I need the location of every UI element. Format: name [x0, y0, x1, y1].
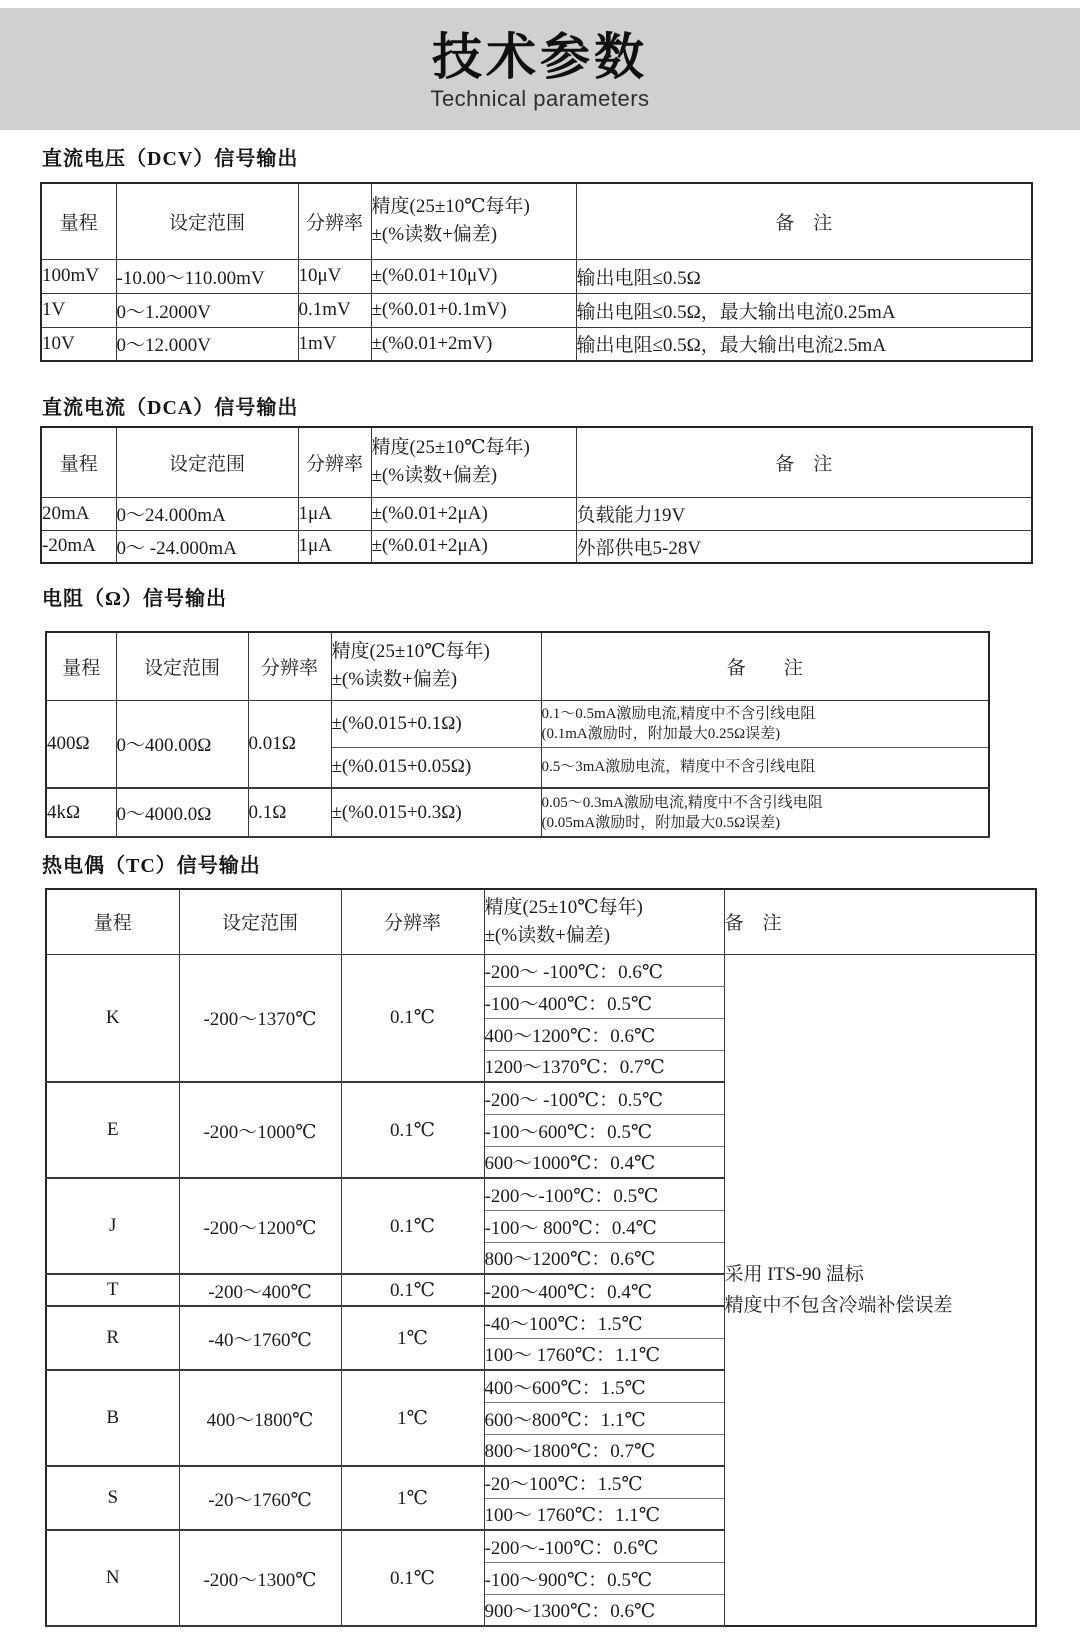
cell-resolution	[341, 1466, 484, 1530]
cell-text: 900～1300℃：0.6℃	[484, 1601, 656, 1623]
cell-range	[46, 1178, 179, 1274]
header-accuracy-line1: 精度(25±10℃每年)	[371, 437, 530, 459]
cell-resolution	[341, 1306, 484, 1370]
cell-note	[541, 700, 989, 747]
cell-text: 1℃	[397, 1327, 428, 1349]
cell-accuracy	[331, 747, 541, 788]
cell-text: -100～ 800℃：0.4℃	[484, 1217, 657, 1239]
header-resolution-label: 分辨率	[383, 913, 441, 935]
cell-text: 0.01Ω	[248, 732, 296, 754]
header-cell-note	[576, 183, 1032, 259]
cell-accuracy	[331, 700, 541, 747]
cell-text: 负载能力19V	[576, 505, 686, 526]
cell-note	[724, 954, 1036, 1626]
header-range-label: 量程	[59, 212, 98, 234]
cell-text: ±(%0.01+10μV)	[371, 265, 498, 286]
cell-text: 1200～1370℃：0.7℃	[484, 1057, 665, 1079]
cell-text: -200～1370℃	[203, 1009, 317, 1031]
cell-text: 0.1℃	[389, 1215, 435, 1237]
cell-set-range	[116, 530, 298, 563]
cell-note	[576, 293, 1032, 327]
cell-text: ±(%0.01+2μA)	[371, 502, 488, 524]
cell-resolution	[341, 1082, 484, 1178]
cell-resolution	[298, 327, 371, 361]
cell-text: R	[106, 1327, 120, 1348]
dca-table	[0, 426, 1080, 564]
table-header-row	[41, 427, 1032, 497]
header-cell-note	[724, 889, 1036, 954]
cell-text: E	[106, 1119, 119, 1140]
note-line: (0.05mA激励时，附加最大0.5Ω误差)	[541, 814, 781, 831]
dcv-table	[0, 182, 1080, 362]
cell-text: 800～1800℃：0.7℃	[484, 1441, 656, 1463]
cell-set-range	[179, 954, 341, 1082]
remark-line: 精度中不包含冷端补偿误差	[724, 1294, 953, 1316]
cell-range	[46, 1466, 179, 1530]
cell-accuracy	[484, 954, 724, 986]
cell-accuracy	[484, 1562, 724, 1594]
cell-range	[41, 530, 116, 563]
cell-range	[46, 1370, 179, 1466]
section-title-dcv: 直流电压（DCV）信号输出	[42, 148, 299, 170]
cell-resolution	[298, 259, 371, 293]
cell-text: -200～1200℃	[203, 1217, 317, 1239]
cell-text: 400～1800℃	[206, 1409, 314, 1431]
cell-text: 100mV	[42, 265, 99, 286]
cell-text: 400～1200℃：0.6℃	[484, 1025, 656, 1047]
header-banner	[0, 8, 1080, 130]
cell-note	[576, 259, 1032, 293]
cell-text: 0～1.2000V	[116, 301, 211, 323]
cell-text: 0～12.000V	[116, 335, 211, 357]
header-note-label: 备 注	[724, 913, 782, 935]
cell-resolution	[248, 788, 331, 837]
cell-range	[41, 497, 116, 530]
header-accuracy-line1: 精度(25±10℃每年)	[484, 896, 643, 918]
cell-text: 600～800℃：1.1℃	[484, 1409, 646, 1431]
cell-resolution	[341, 1178, 484, 1274]
section-dcv-output	[0, 146, 1080, 362]
header-note-label: 备 注	[775, 212, 833, 234]
cell-accuracy	[484, 1018, 724, 1050]
header-cell-range	[46, 889, 179, 954]
data-table	[40, 426, 1033, 564]
cell-set-range	[116, 497, 298, 530]
table-row	[46, 700, 989, 747]
header-accuracy-line2: ±(%读数+偏差)	[484, 924, 611, 946]
cell-text: 输出电阻≤0.5Ω，最大输出电流0.25mA	[576, 301, 896, 323]
table-header-row	[41, 183, 1032, 259]
cell-range	[41, 327, 116, 361]
cell-text: 0～24.000mA	[116, 505, 226, 526]
header-cell-range	[41, 183, 116, 259]
cell-text: -200～ -100℃：0.5℃	[484, 1089, 664, 1111]
cell-text: -200～400℃：0.4℃	[484, 1281, 653, 1303]
cell-accuracy	[371, 497, 576, 530]
cell-accuracy	[484, 1178, 724, 1210]
cell-text: -20～1760℃	[208, 1489, 312, 1511]
cell-range	[41, 259, 116, 293]
cell-text: -100～400℃：0.5℃	[484, 993, 653, 1015]
cell-set-range	[179, 1306, 341, 1370]
cell-text: 10μV	[298, 265, 342, 286]
data-table	[45, 631, 990, 838]
cell-text: -40～1760℃	[208, 1329, 312, 1351]
header-set-range-label: 设定范围	[168, 212, 245, 234]
thermocouple-table	[0, 888, 1080, 1627]
cell-range	[46, 1530, 179, 1626]
header-cell-note	[541, 632, 989, 700]
cell-accuracy	[484, 1498, 724, 1530]
cell-text: 400～600℃：1.5℃	[484, 1377, 646, 1399]
header-cell-set-range	[116, 427, 298, 497]
cell-text: ±(%0.015+0.1Ω)	[331, 712, 462, 734]
section-title-dca: 直流电流（DCA）信号输出	[42, 397, 299, 419]
cell-text: 0.1℃	[389, 1279, 435, 1301]
cell-accuracy	[484, 1370, 724, 1402]
cell-text: -20～100℃：1.5℃	[484, 1473, 643, 1495]
cell-text: 100～ 1760℃：1.1℃	[484, 1505, 661, 1527]
cell-text: 600～1000℃：0.4℃	[484, 1153, 656, 1175]
table-header-row	[46, 632, 989, 700]
cell-text: 1℃	[397, 1487, 428, 1509]
header-resolution-label: 分辨率	[305, 453, 363, 475]
table-header-row	[46, 889, 1036, 954]
page-title: 技术参数	[432, 29, 648, 85]
cell-text: -10.00～110.00mV	[116, 267, 265, 289]
cell-text: 0.1mV	[298, 299, 351, 320]
cell-accuracy	[484, 1530, 724, 1562]
cell-text: T	[106, 1279, 119, 1300]
cell-text: -100～600℃：0.5℃	[484, 1121, 653, 1143]
cell-text: 20mA	[42, 502, 90, 524]
header-cell-accuracy	[331, 632, 541, 700]
cell-text: -100～900℃：0.5℃	[484, 1569, 653, 1591]
cell-text: 输出电阻≤0.5Ω，最大输出电流2.5mA	[576, 335, 887, 357]
page-subtitle: Technical parameters	[430, 86, 650, 111]
cell-text: S	[107, 1487, 119, 1508]
section-thermocouple-output	[0, 853, 1080, 1627]
header-cell-accuracy	[371, 183, 576, 259]
header-cell-note	[576, 427, 1032, 497]
cell-accuracy	[331, 788, 541, 837]
table-row	[41, 530, 1032, 563]
header-range-label: 量程	[59, 453, 98, 475]
header-resolution-label: 分辨率	[260, 657, 318, 679]
cell-text: ±(%0.015+0.3Ω)	[331, 801, 462, 823]
data-table	[40, 182, 1033, 362]
cell-resolution	[298, 293, 371, 327]
header-accuracy-line1: 精度(25±10℃每年)	[331, 641, 490, 663]
cell-text: 0.1℃	[389, 1567, 435, 1589]
header-cell-set-range	[116, 632, 248, 700]
cell-text: 输出电阻≤0.5Ω	[576, 267, 701, 289]
cell-accuracy	[484, 1210, 724, 1242]
table-row	[46, 954, 1036, 986]
cell-note	[541, 747, 989, 788]
cell-text: ±(%0.01+2mV)	[371, 332, 493, 354]
cell-text: ±(%0.01+2μA)	[371, 535, 488, 557]
header-set-range-label: 设定范围	[143, 657, 220, 679]
cell-accuracy	[371, 293, 576, 327]
cell-range	[46, 954, 179, 1082]
cell-accuracy	[484, 1402, 724, 1434]
cell-resolution	[248, 700, 331, 788]
cell-text: -200～-100℃：0.6℃	[484, 1537, 659, 1559]
cell-resolution	[341, 1530, 484, 1626]
cell-text: 1μA	[298, 535, 332, 557]
cell-text: J	[109, 1215, 117, 1236]
header-accuracy-line1: 精度(25±10℃每年)	[371, 196, 530, 218]
cell-text: -200～-100℃：0.5℃	[484, 1185, 659, 1207]
header-cell-set-range	[179, 889, 341, 954]
data-table	[45, 888, 1037, 1627]
cell-accuracy	[484, 986, 724, 1018]
cell-note	[576, 530, 1032, 563]
cell-accuracy	[484, 1114, 724, 1146]
cell-text: 1℃	[397, 1407, 428, 1429]
header-cell-resolution	[248, 632, 331, 700]
cell-text: -200～1300℃	[203, 1569, 317, 1591]
cell-set-range	[116, 259, 298, 293]
cell-accuracy	[484, 1050, 724, 1082]
cell-accuracy	[484, 1274, 724, 1306]
cell-set-range	[179, 1466, 341, 1530]
header-cell-range	[46, 632, 116, 700]
cell-range	[46, 700, 116, 788]
cell-text: -200～1000℃	[203, 1121, 317, 1143]
cell-accuracy	[484, 1338, 724, 1370]
cell-text: 0.1℃	[389, 1119, 435, 1141]
section-title-thermocouple: 热电偶（TC）信号输出	[42, 855, 261, 877]
cell-set-range	[179, 1178, 341, 1274]
cell-set-range	[179, 1082, 341, 1178]
header-cell-range	[41, 427, 116, 497]
cell-set-range	[179, 1530, 341, 1626]
cell-accuracy	[371, 327, 576, 361]
cell-text: -200～ -100℃：0.6℃	[484, 961, 664, 983]
cell-accuracy	[484, 1306, 724, 1338]
cell-accuracy	[371, 530, 576, 563]
cell-set-range	[179, 1274, 341, 1306]
cell-text: ±(%0.015+0.05Ω)	[331, 756, 472, 778]
cell-accuracy	[371, 259, 576, 293]
header-note-label: 备 注	[726, 657, 803, 679]
cell-note	[541, 788, 989, 837]
table-row	[41, 327, 1032, 361]
note-line: 0.5～3mA激励电流，精度中不含引线电阻	[541, 759, 816, 776]
cell-text: -40～100℃：1.5℃	[484, 1313, 643, 1335]
note-line: 0.1～0.5mA激励电流,精度中不含引线电阻	[541, 705, 816, 722]
cell-text: 1μA	[298, 502, 332, 524]
remark-line: 采用 ITS-90 温标	[724, 1263, 864, 1285]
note-line: 0.05～0.3mA激励电流,精度中不含引线电阻	[541, 794, 823, 811]
cell-text: 400Ω	[47, 732, 90, 754]
cell-resolution	[341, 954, 484, 1082]
cell-range	[46, 1306, 179, 1370]
cell-text: N	[105, 1567, 120, 1588]
resistance-table	[0, 631, 1080, 838]
cell-text: 0～4000.0Ω	[116, 804, 212, 825]
header-note-label: 备 注	[775, 453, 833, 475]
cell-accuracy	[484, 1594, 724, 1626]
cell-text: 100～ 1760℃：1.1℃	[484, 1345, 661, 1367]
cell-text: -20mA	[42, 535, 96, 557]
cell-text: 0.1℃	[389, 1007, 435, 1029]
cell-text: 10V	[42, 332, 75, 354]
header-cell-resolution	[298, 427, 371, 497]
cell-text: 1mV	[298, 332, 337, 354]
cell-resolution	[341, 1370, 484, 1466]
cell-set-range	[179, 1370, 341, 1466]
cell-resolution	[341, 1274, 484, 1306]
cell-text: 0～400.00Ω	[116, 735, 212, 757]
header-accuracy-line2: ±(%读数+偏差)	[371, 224, 498, 246]
header-cell-set-range	[116, 183, 298, 259]
cell-text: 1V	[42, 299, 66, 320]
header-range-label: 量程	[62, 657, 101, 679]
header-set-range-label: 设定范围	[221, 913, 298, 935]
cell-set-range	[116, 700, 248, 788]
cell-accuracy	[484, 1242, 724, 1274]
cell-note	[576, 497, 1032, 530]
cell-range	[46, 1082, 179, 1178]
note-line: (0.1mA激励时，附加最大0.25Ω误差)	[541, 725, 781, 742]
cell-text: -200～400℃	[208, 1281, 312, 1303]
section-dca-output	[0, 395, 1080, 564]
cell-text: 外部供电5-28V	[576, 537, 702, 559]
header-range-label: 量程	[93, 913, 132, 935]
cell-accuracy	[484, 1434, 724, 1466]
cell-resolution	[298, 530, 371, 563]
header-cell-resolution	[298, 183, 371, 259]
header-cell-accuracy	[484, 889, 724, 954]
cell-set-range	[116, 788, 248, 837]
cell-text: ±(%0.01+0.1mV)	[371, 299, 507, 320]
cell-accuracy	[484, 1082, 724, 1114]
cell-resolution	[298, 497, 371, 530]
cell-range	[46, 1274, 179, 1306]
cell-text: 0～ -24.000mA	[116, 537, 237, 559]
table-row	[41, 293, 1032, 327]
table-row	[41, 497, 1032, 530]
cell-set-range	[116, 293, 298, 327]
header-set-range-label: 设定范围	[168, 453, 245, 475]
cell-text: 0.1Ω	[248, 801, 287, 823]
header-resolution-label: 分辨率	[305, 212, 363, 234]
cell-accuracy	[484, 1146, 724, 1178]
header-cell-accuracy	[371, 427, 576, 497]
header-cell-resolution	[341, 889, 484, 954]
header-accuracy-line2: ±(%读数+偏差)	[371, 465, 498, 487]
section-title-resistance: 电阻（Ω）信号输出	[42, 588, 228, 610]
cell-text: B	[106, 1407, 120, 1428]
table-row	[41, 259, 1032, 293]
header-accuracy-line2: ±(%读数+偏差)	[331, 669, 458, 691]
cell-text: 4kΩ	[47, 801, 81, 823]
section-resistance-output	[0, 586, 1080, 838]
cell-set-range	[116, 327, 298, 361]
cell-text: K	[105, 1006, 120, 1028]
cell-range	[46, 788, 116, 837]
cell-note	[576, 327, 1032, 361]
cell-text: 800～1200℃：0.6℃	[484, 1249, 656, 1271]
cell-range	[41, 293, 116, 327]
table-row	[46, 788, 989, 837]
content	[0, 146, 1080, 1627]
cell-accuracy	[484, 1466, 724, 1498]
